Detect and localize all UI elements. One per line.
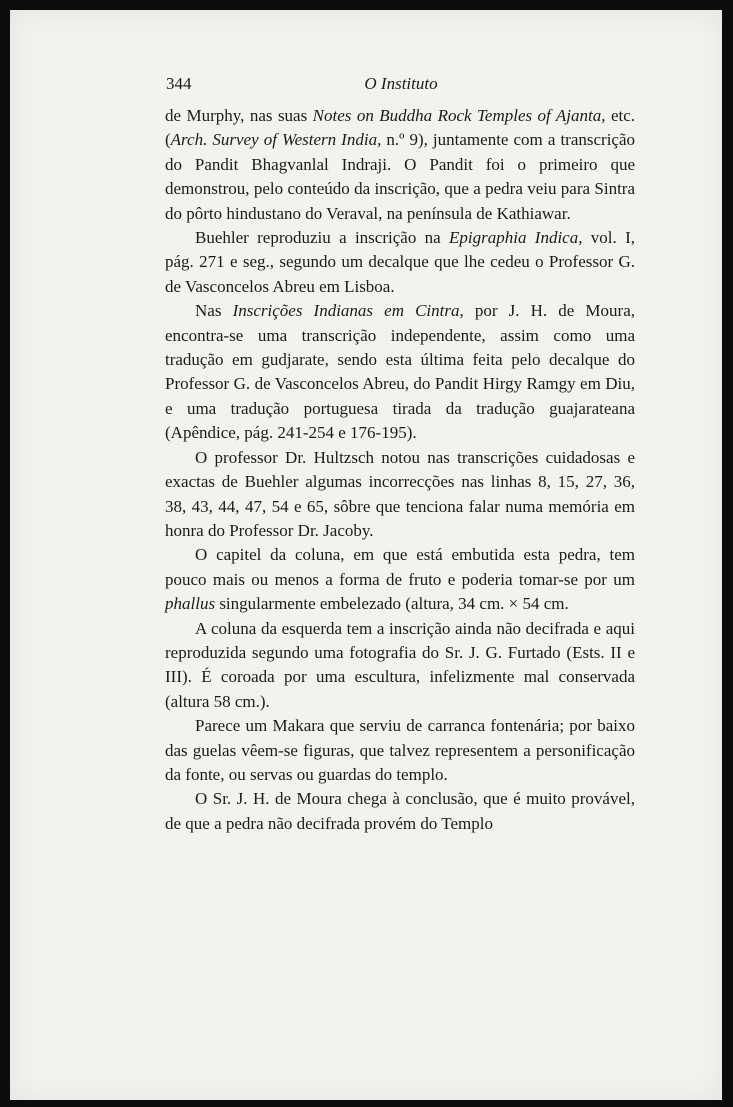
paragraph-6 [165,617,635,715]
text-run: vol. I, pág. 271 e seg., segundo um decalque que lhe cedeu o Professor G. de Vasconcelos Abreu em Lisboa. [165,228,635,296]
page-number: 344 [166,74,192,93]
text-run: por J. H. de Moura, encontra-se uma transcrição independente, assim como uma tradução em gudjarate, sendo esta última feita pelo decalque do Professor G. de Vasconcelos Abreu, do Pandit Hirgy Ramgy em Diu, e uma tradução portuguesa tirada da tradução guajarateana (Apêndice, pág. 241-254 e 176-195). [165,301,635,443]
text-run: n.º 9), juntamente com a transcrição do Pandit Bhagvanlal Indraji. O Pandit foi o primeiro que demonstrou, pelo conteúdo da inscrição, que a pedra veiu para Sintra do pôrto hindustano do Veraval, na península de Kathiawar. [165,130,636,223]
paragraph-5 [165,543,635,616]
italic-run: Epigraphia Indica, [449,228,583,248]
text-run: O capitel da coluna, em que está embutida esta pedra, tem pouco mais ou menos a forma de fruto e poderia tomar-se por um [165,545,635,589]
text-run: Parece um Makara que serviu de carranca fontenária; por baixo das guelas vêem-se figuras, que talvez representem a personificação da fonte, ou servas ou guardas do templo. [165,716,635,784]
paragraph-8 [165,787,635,836]
paragraph-2 [165,226,635,299]
paragraph-1 [165,104,635,226]
italic-run: phallus [165,594,216,614]
text-run: singularmente embelezado (altura, 34 cm. × 54 cm. [215,594,569,614]
italic-run: Arch. Survey of Western India, [170,130,382,150]
running-title: O Instituto [364,74,438,93]
italic-run: Inscrições Indianas em Cintra, [232,301,464,321]
page-header [166,74,636,98]
book-page [10,10,722,1100]
paragraph-7 [165,714,635,787]
text-run: O professor Dr. Hultzsch notou nas transcrições cuidadosas e exactas de Buehler algumas incorrecções nas linhas 8, 15, 27, 36, 38, 43, 44, 47, 54 e 65, sôbre que tenciona falar numa memória em honra do Professor Dr. Jacoby. [165,447,635,540]
text-run: etc. ( [165,106,636,150]
text-run: O Sr. J. H. de Moura chega à conclusão, que é muito provável, de que a pedra não decifrada provém do Templo [165,789,635,833]
text-run: de Murphy, nas suas [165,106,313,125]
paragraph-4 [165,446,635,544]
text-run: Nas [195,301,233,321]
text-run: A coluna da esquerda tem a inscrição ainda não decifrada e aqui reproduzida segundo uma fotografia do Sr. J. G. Furtado (Ests. II e III). É coroada por uma escultura, infelizmente mal conservada (altura 58 cm.). [165,618,635,711]
paragraph-3 [165,299,635,445]
italic-run: Notes on Buddha Rock Temples of Ajanta, [312,106,606,125]
text-run: Buehler reproduziu a inscrição na [195,228,450,248]
body-text [165,104,635,836]
